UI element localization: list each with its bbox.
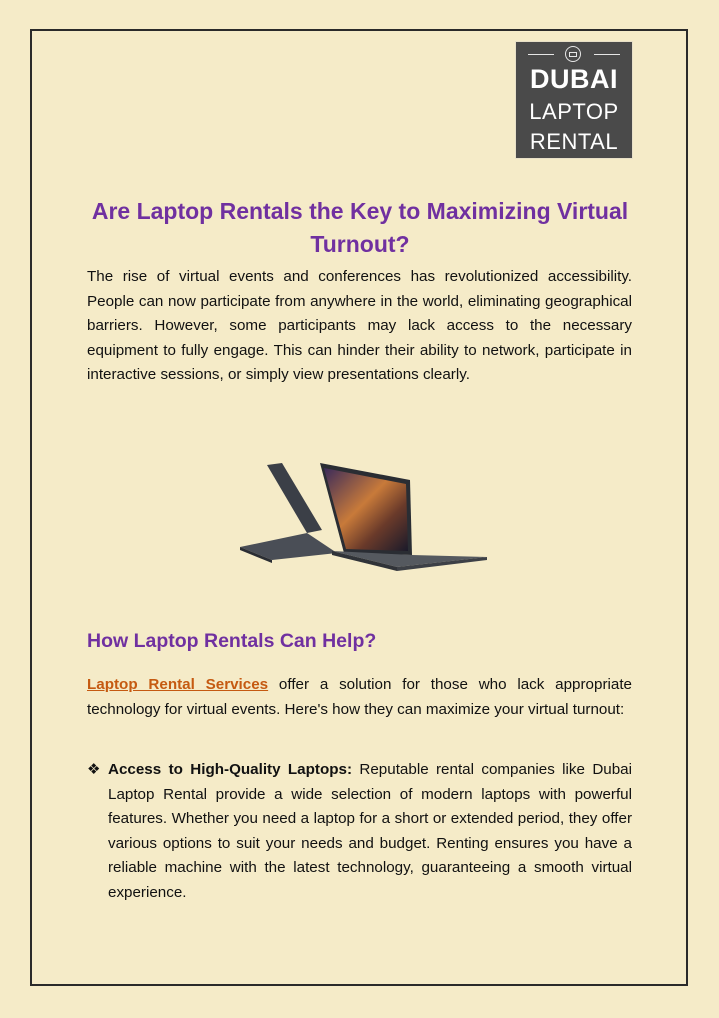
laptop-icon (565, 46, 581, 62)
bullet-heading: Access to High-Quality Laptops: (108, 761, 353, 778)
diamond-bullet-icon: ❖ (87, 761, 101, 778)
page-title: Are Laptop Rentals the Key to Maximizing Virtual Turnout? (91, 198, 629, 257)
section-paragraph-text: offer a solution for those who lack appropriate technology for virtual events. Here's how they can maximize your virtual turnout: (87, 676, 632, 718)
logo-line-left (528, 54, 554, 55)
laptop-rental-services-link[interactable]: Laptop Rental Services (87, 676, 269, 693)
bullet-item (87, 758, 632, 905)
intro-paragraph: The rise of virtual events and conferences has revolutionized accessibility. People can now participate from anywhere in the world, eliminating geographical barriers. However, some participants may lack access to the necessary equipment to fully engage. This can hinder their ability to network, participate in interactive sessions, or simply view presentations clearly. (87, 268, 632, 383)
logo-word-dubai: DUBAI (530, 64, 618, 94)
section-heading: How Laptop Rentals Can Help? (87, 630, 377, 652)
bullet-body: Reputable rental companies like Dubai Laptop Rental provide a wide selection of modern laptops with powerful features. Whether you need a laptop for a short or extended period, they offer various options to suit your needs and budget. Renting ensures you have a reliable machine with the latest technology, guaranteeing a smooth virtual experience. (108, 761, 633, 901)
logo-word-laptop: LAPTOP (529, 99, 619, 124)
section-paragraph (87, 673, 632, 722)
logo-line-right (594, 54, 620, 55)
logo-word-rental: RENTAL (529, 129, 619, 154)
brand-logo (515, 41, 633, 159)
laptop-image (232, 455, 492, 575)
bullet-text (108, 758, 632, 905)
